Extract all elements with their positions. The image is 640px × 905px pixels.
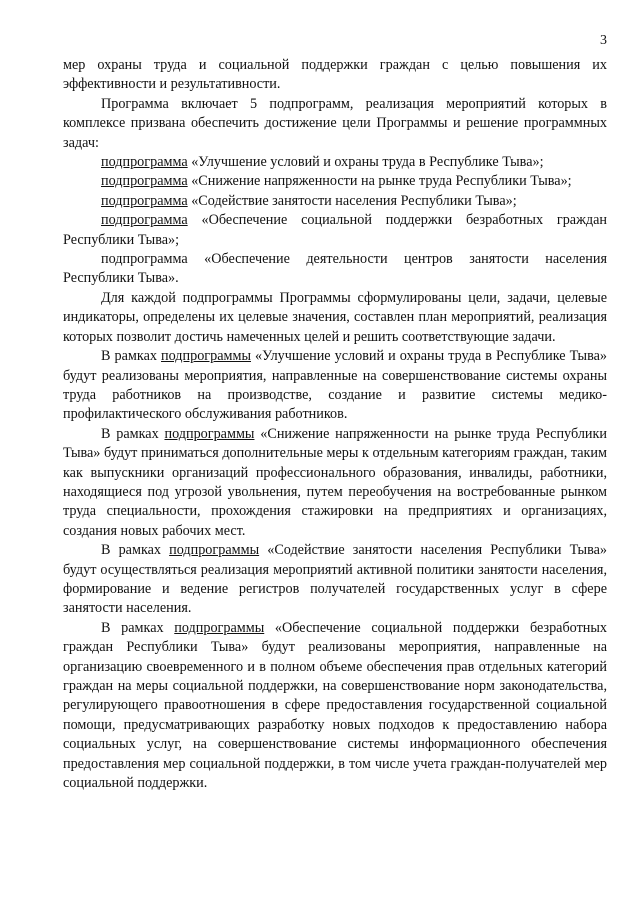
subprogram-link: подпрограмма: [101, 173, 188, 190]
paragraph-text: мер охраны труда и социальной поддержки граждан с целью повышения их эффективности и результативности.: [63, 57, 607, 93]
paragraph-lead: В рамках: [101, 348, 162, 365]
paragraph-program-overview: [63, 95, 607, 153]
paragraph-text: «Снижение напряженности на рынке труда Республики Тыва» будут приниматься дополнительные меры к отдельным категориям граждан, таким как выпускники организаций профессионального образования, инвалиды, работники, находящиеся под угрозой увольнения, путем переобучения на востребованные рынком труда специальности, прохождения стажировки на предприятиях и организациях, создания новых рабочих мест.: [63, 425, 607, 539]
paragraph-lead: В рамках: [101, 425, 165, 442]
paragraph-subprogram-2-description: [63, 425, 607, 541]
paragraph-subprogram-1-description: [63, 347, 607, 425]
paragraph-text: «Обеспечение социальной поддержки безработных граждан Республики Тыва» будут реализованы мероприятия, направленные на организацию своевременного и в полном объеме обеспечения прав отдельных категорий граждан на меры социальной поддержки, на совершенствование норм законодательства, регулирующего правоотношения в сфере предоставления государственной социальной помощи, предусматривающих разработку новых подходов к предоставлению набора социальных услуг, на совершенствование системы информационного обеспечения предоставления мер социальной поддержки, в том числе учета граждан-получателей мер социальной поддержки.: [63, 619, 607, 792]
list-item-subprogram-4: [63, 211, 607, 250]
paragraph-lead: В рамках: [101, 542, 170, 559]
subprogram-link: подпрограмма: [101, 212, 188, 229]
list-item-subprogram-1: [63, 153, 607, 172]
paragraph-lead: В рамках: [101, 619, 175, 636]
subprogram-link: подпрограммы: [169, 542, 260, 559]
list-item-text: «Снижение напряженности на рынке труда Республики Тыва»;: [187, 173, 572, 190]
paragraph-text: Программа включает 5 подпрограмм, реализация мероприятий которых в комплексе призвана обеспечить достижение цели Программы и решение программных задач:: [63, 95, 607, 151]
paragraph-text: Для каждой подпрограммы Программы сформулированы цели, задачи, целевые индикаторы, определены их целевые значения, составлен план мероприятий, реализация которых позволит достичь намеченных целей и решить соответствующие задачи.: [63, 289, 607, 345]
paragraph-text: «Содействие занятости населения Республики Тыва» будут осуществляться реализация мероприятий активной политики занятости населения, формирование и ведение регистров получателей государственных услуг в сфере занятости населения.: [63, 542, 607, 617]
subprogram-link: подпрограмма: [101, 192, 188, 209]
list-item-text: «Улучшение условий и охраны труда в Республике Тыва»;: [187, 154, 544, 171]
subprogram-link: подпрограммы: [174, 619, 265, 636]
paragraph-subprogram-3-description: [63, 541, 607, 619]
paragraph-continuation: [63, 56, 607, 95]
list-item-text: «Обеспечение социальной поддержки безработных граждан Республики Тыва»;: [63, 212, 607, 248]
list-item-text: «Содействие занятости населения Республики Тыва»;: [187, 192, 517, 209]
document-body: [63, 56, 607, 793]
subprogram-link: подпрограммы: [161, 348, 251, 365]
list-item-subprogram-3: [63, 192, 607, 211]
list-item-subprogram-5: [63, 250, 607, 289]
paragraph-subprogram-4-description: [63, 619, 607, 794]
subprogram-link: подпрограммы: [164, 425, 255, 442]
paragraph-text: «Улучшение условий и охраны труда в Республике Тыва» будут реализованы мероприятия, направленные на совершенствование системы охраны труда работников на производстве, создание и развитие системы медико-профилактического обслуживания работников.: [63, 348, 607, 423]
subprogram-link: подпрограмма: [101, 154, 188, 171]
paragraph-goals: [63, 289, 607, 347]
list-item-text: подпрограмма «Обеспечение деятельности центров занятости населения Республики Тыва».: [63, 251, 607, 287]
list-item-subprogram-2: [63, 172, 607, 191]
page-number: 3: [600, 33, 607, 48]
